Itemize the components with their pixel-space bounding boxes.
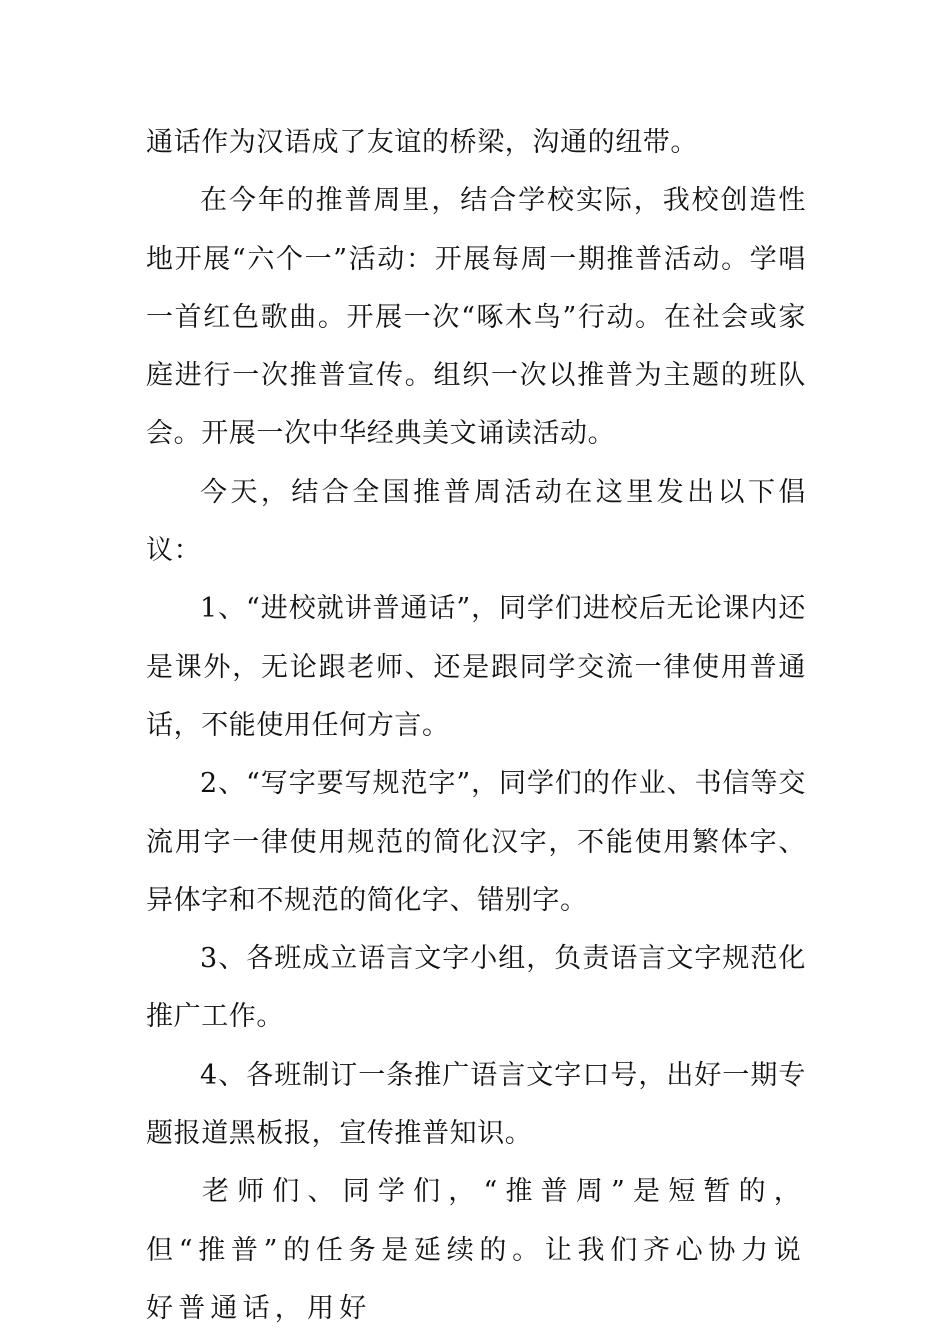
- paragraph-proposal-3: 3、各班成立语言文字小组，负责语言文字规范化推广工作。: [146, 943, 806, 1033]
- paragraph-proposal-2: 2、“写字要写规范字”，同学们的作业、书信等交流用字一律使用规范的简化汉字，不能使用繁体字、异体字和不规范的简化字、错别字。: [146, 768, 806, 916]
- paragraph-continuation: 通话作为汉语成了友谊的桥梁，沟通的纽带。: [146, 127, 698, 158]
- body-text: [146, 114, 806, 1338]
- paragraph-six-activities: 在今年的推普周里，结合学校实际，我校创造性地开展“六个一”活动：开展每周一期推普活动。学唱一首红色歌曲。开展一次“啄木鸟”行动。在社会或家庭进行一次推普宣传。组织一次以推普为主题的班队会。开展一次中华经典美文诵读活动。: [146, 185, 806, 450]
- paragraph-proposal-4: 4、各班制订一条推广语言文字口号，出好一期专题报道黑板报，宣传推普知识。: [146, 1059, 806, 1150]
- paragraph-closing: 老师们、同学们，“推普周”是短暂的，但“推普”的任务是延续的。让我们齐心协力说好普通话，用好: [146, 1176, 806, 1324]
- paragraph-proposal-intro: 今天，结合全国推普周活动在这里发出以下倡议：: [146, 476, 806, 567]
- paragraph-proposal-1: 1、“进校就讲普通话”，同学们进校后无论课内还是课外，无论跟老师、还是跟同学交流一律使用普通话，不能使用任何方言。: [146, 593, 806, 741]
